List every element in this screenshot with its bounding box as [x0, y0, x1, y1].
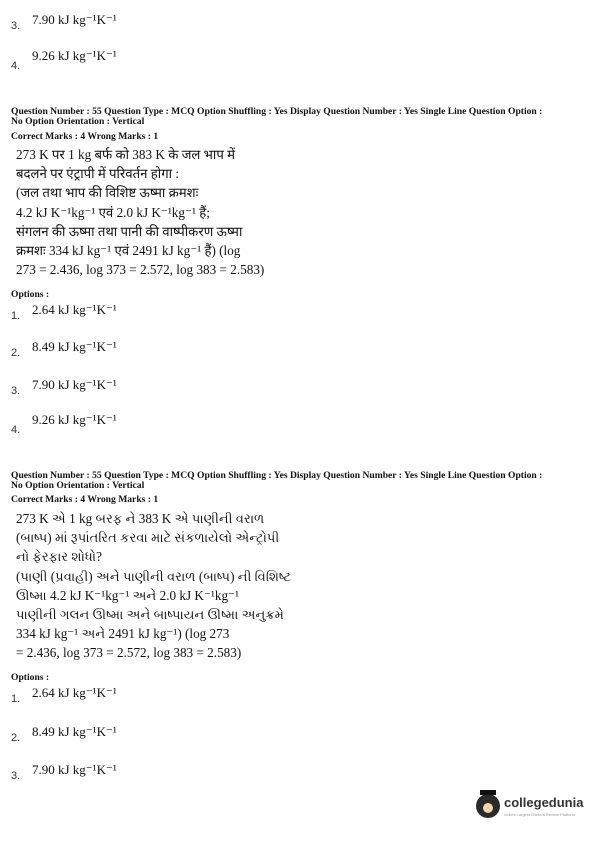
option-number: 2.	[11, 347, 21, 359]
question-meta: Question Number : 55 Question Type : MCQ Option Shuffling : Yes Display Question Number : Yes Single Line Question Option : No Option Orientation : Vertical	[11, 470, 543, 491]
collegedunia-logo	[476, 790, 586, 824]
option-2[interactable]	[11, 724, 311, 754]
option-number: 4.	[11, 424, 21, 436]
option-text: 7.90 kJ kg⁻¹K⁻¹	[32, 12, 117, 27]
option-1[interactable]	[11, 302, 311, 332]
logo-brand: collegedunia	[504, 795, 584, 810]
option-number: 1.	[11, 693, 21, 705]
option-1[interactable]	[11, 685, 311, 715]
option-number: 1.	[11, 310, 21, 322]
options-label: Options :	[11, 289, 50, 300]
option-number: 3.	[11, 20, 21, 32]
option-text: 2.64 kJ kg⁻¹K⁻¹	[32, 302, 117, 317]
option-text: 7.90 kJ kg⁻¹K⁻¹	[32, 377, 117, 392]
option-2[interactable]	[11, 339, 311, 369]
marks-info: Correct Marks : 4 Wrong Marks : 1	[11, 494, 159, 505]
option-4[interactable]	[11, 412, 311, 442]
option-3-top[interactable]	[11, 12, 311, 42]
option-text: 8.49 kJ kg⁻¹K⁻¹	[32, 724, 117, 739]
question-text-gujarati: 273 K એ 1 kg બરફ ને 383 K એ પાણીની વરાળ (બાષ્પ) માં રૂપાંતરિત કરવા માટે સંકળાયેલો એન્ટ્રોપી નો ફેરફાર શોધો? (પાણી (પ્રવાહી) અને પાણીની વરાળ (બાષ્પ) ની વિશિષ્ટ ઊષ્મા 4.2 kJ K⁻¹kg⁻¹ અને 2.0 kJ K⁻¹kg⁻¹ પાણીની ગલન ઊષ્મા અને બાષ્પાયન ઊષ્મા અનુક્રમે 334 kJ kg⁻¹ અને 2491 kJ kg⁻¹) (log 273 = 2.436, log 373 = 2.572, log 383 = 2.583)	[16, 511, 292, 661]
option-3[interactable]	[11, 762, 311, 792]
option-4-top[interactable]	[11, 48, 311, 78]
options-label: Options :	[11, 672, 50, 683]
option-text: 2.64 kJ kg⁻¹K⁻¹	[32, 685, 117, 700]
option-text: 9.26 kJ kg⁻¹K⁻¹	[32, 48, 117, 63]
logo-tagline: India's Largest Student Review Platform	[504, 812, 576, 817]
option-3[interactable]	[11, 377, 311, 407]
option-text: 7.90 kJ kg⁻¹K⁻¹	[32, 762, 117, 777]
question-meta: Question Number : 55 Question Type : MCQ Option Shuffling : Yes Display Question Number : Yes Single Line Question Option : No Option Orientation : Vertical	[11, 106, 543, 127]
option-text: 8.49 kJ kg⁻¹K⁻¹	[32, 339, 117, 354]
option-number: 4.	[11, 60, 21, 72]
question-text-hindi: 273 K पर 1 kg बर्फ को 383 K के जल भाप में बदलने पर एंट्रापी में परिवर्तन होगा : (जल तथा भाप की विशिष्ट ऊष्मा क्रमशः 4.2 kJ K⁻¹kg⁻¹ एवं 2.0 kJ K⁻¹kg⁻¹ हैं; संगलन की ऊष्मा तथा पानी की वाष्पीकरण ऊष्मा क्रमशः 334 kJ kg⁻¹ एवं 2491 kJ kg⁻¹ हैं) (log 273 = 2.436, log 373 = 2.572, log 383 = 2.583)	[16, 147, 265, 278]
marks-info: Correct Marks : 4 Wrong Marks : 1	[11, 131, 159, 142]
mascot-icon	[476, 794, 500, 818]
option-number: 3.	[11, 770, 21, 782]
option-text: 9.26 kJ kg⁻¹K⁻¹	[32, 412, 117, 427]
option-number: 2.	[11, 732, 21, 744]
option-number: 3.	[11, 385, 21, 397]
